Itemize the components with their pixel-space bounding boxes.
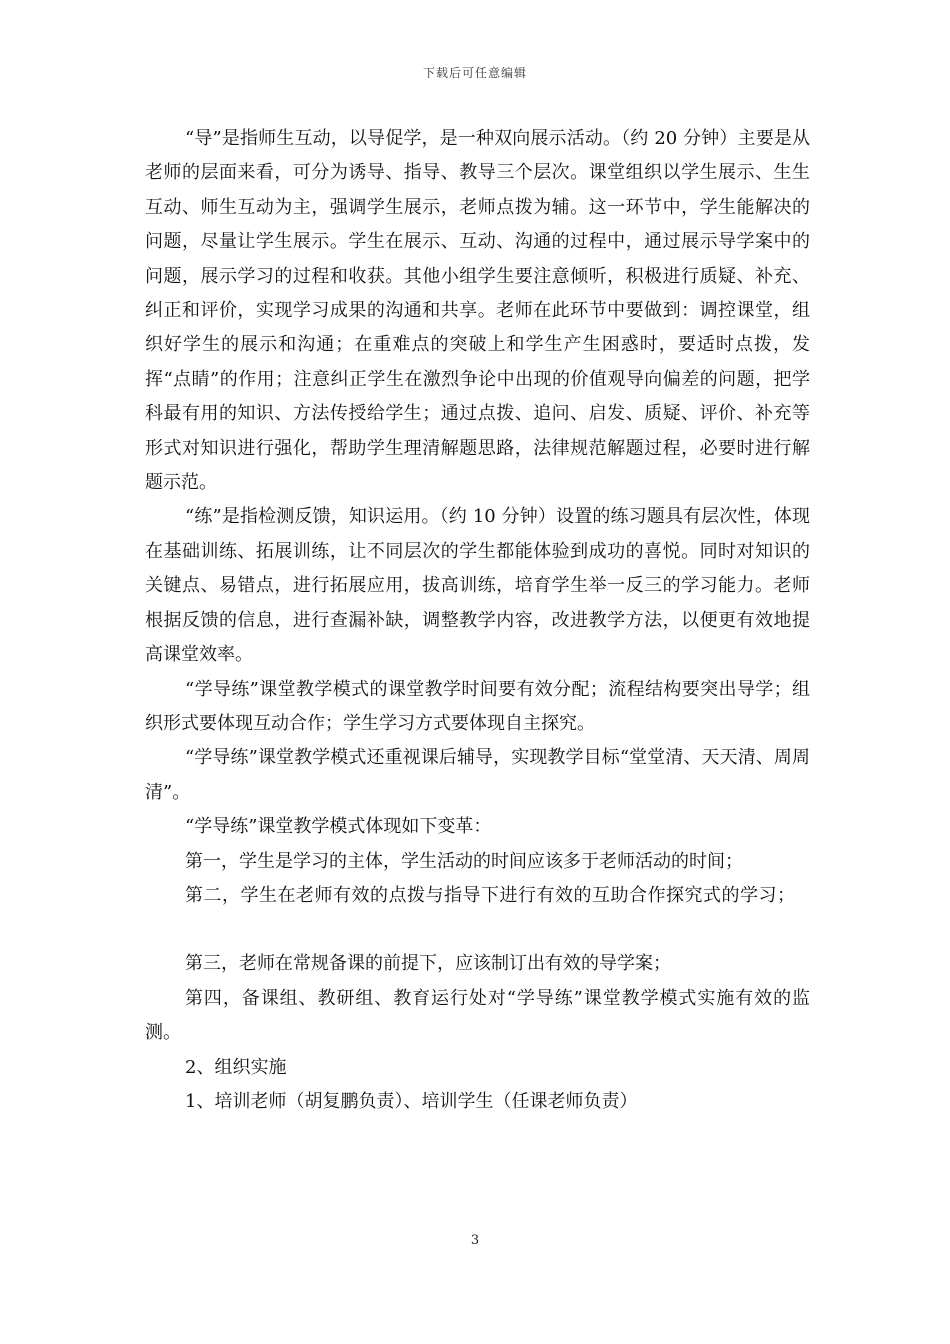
- list-item-training: 1、培训老师（胡复鹏负责）、培训学生（任课老师负责）: [185, 1090, 638, 1112]
- list-item-third: 第三，老师在常规备课的前提下，应该制订出有效的导学案；: [185, 953, 671, 975]
- section-heading-organization: 2、组织实施: [185, 1056, 287, 1078]
- paragraph-after-class: “学导练”课堂教学模式还重视课后辅导，实现教学目标“堂堂清、天天清、周周清”。: [145, 747, 810, 803]
- paragraph-lian: “练”是指检测反馈，知识运用。（约 10 分钟）设置的练习题具有层次性，体现在基础训练、拓展训练，让不同层次的学生都能体验到成功的喜悦。同时对知识的关键点、易错点，进行拓展应用，拔高训练，培育学生举一反三的学习能力。老师根据反馈的信息，进行查漏补缺，调整教学内容，改进教学方法，以便更有效地提高课堂效率。: [145, 506, 810, 666]
- page-header: 下载后可任意编辑: [422, 66, 527, 80]
- paragraph-dao: “导”是指师生互动，以导促学，是一种双向展示活动。（约 20 分钟）主要是从老师的层面来看，可分为诱导、指导、教导三个层次。课堂组织以学生展示、生生互动、师生互动为主，强调学生展示，老师点拨为辅。这一环节中，学生能解决的问题，尽量让学生展示。学生在展示、互动、沟通的过程中，通过展示导学案中的问题，展示学习的过程和收获。其他小组学生要注意倾听，积极进行质疑、补充、纠正和评价，实现学习成果的沟通和共享。老师在此环节中要做到：调控课堂，组织好学生的展示和沟通；在重难点的突破上和学生产生困惑时，要适时点拨，发挥“点睛”的作用；注意纠正学生在激烈争论中出现的价值观导向偏差的问题，把学科最有用的知识、方法传授给学生；通过点拨、追问、启发、质疑、评价、补充等形式对知识进行强化，帮助学生理清解题思路，法律规范解题过程，必要时进行解题示范。: [145, 128, 810, 494]
- list-item-first: 第一，学生是学习的主体，学生活动的时间应该多于老师活动的时间；: [185, 850, 743, 872]
- paragraph-time-allocation: “学导练”课堂教学模式的课堂教学时间要有效分配；流程结构要突出导学；组织形式要体现互动合作；学生学习方式要体现自主探究。: [145, 678, 810, 734]
- document-body: [145, 122, 810, 1119]
- paragraph-changes-intro: “学导练”课堂教学模式体现如下变革：: [185, 816, 492, 838]
- blank-line: [145, 913, 810, 947]
- page-number: 3: [470, 1233, 480, 1248]
- list-item-fourth: 第四，备课组、教研组、教育运行处对“学导练”课堂教学模式实施有效的监测。: [145, 987, 810, 1044]
- list-item-second: 第二，学生在老师有效的点拨与指导下进行有效的互助合作探究式的学习；: [185, 884, 796, 906]
